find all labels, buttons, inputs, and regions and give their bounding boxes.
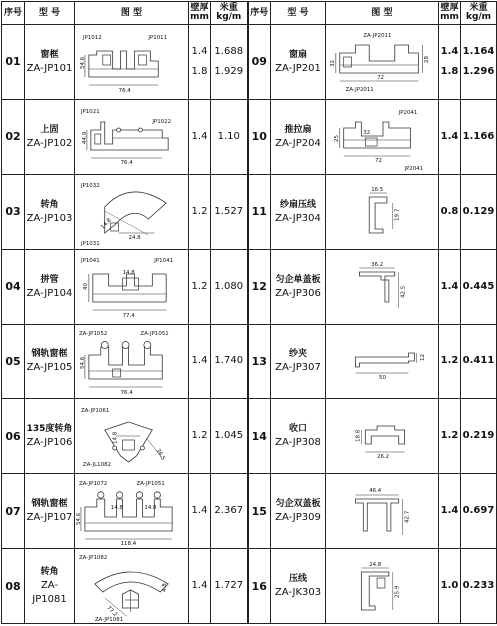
header-weight-label: 米重 [219,3,238,13]
wall-thickness [189,99,211,174]
profile-drawing [326,25,439,100]
meter-weight [211,25,248,100]
dimension-label: JP2041 [404,166,424,173]
profile-model [271,99,326,174]
wall-thickness [439,474,461,549]
profile-code: ZA-JP105 [26,362,73,374]
table-row [2,25,497,100]
dimension-label: ZA-JP1072 [78,480,108,487]
wall-thickness [189,549,211,624]
dimension-label: ZA-JP1082 [78,554,108,561]
profile-roller [101,341,108,348]
weight-value: 1.10 [217,130,240,142]
meter-weight [461,174,497,249]
weight-value: 1.929 [214,65,244,77]
table-row [2,249,497,324]
weight-value: 2.367 [214,505,244,517]
header-wall [189,2,211,25]
dimension-label: JP1041 [154,258,174,265]
wall-value: 1.4 [191,45,208,57]
dimension-label: 36.5 [154,447,166,462]
profile-code: ZA-JP204 [275,137,321,149]
profile-code: ZA-JP1081 [32,580,67,606]
profile-code: ZA-JP106 [26,437,73,449]
profile-drawing [326,249,439,324]
profile-drawing-svg [75,550,188,623]
wall-value: 1.0 [440,580,459,592]
profile-shape [123,440,135,450]
profile-drawing-svg [326,475,438,548]
profile-code: ZA-JK303 [274,587,322,599]
profile-roller [122,341,129,348]
profile-model [25,99,75,174]
row-number: 07 [2,474,25,549]
table-row [2,549,497,624]
wall-thickness [439,549,461,624]
profile-code: ZA-JP307 [275,362,321,374]
profile-code: ZA-JP101 [26,62,73,74]
wall-value: 1.4 [440,130,459,142]
weight-value: 1.164 [462,45,495,57]
profile-roller [138,128,142,132]
meter-weight [461,324,497,399]
header-weight-unit: kg/m [216,12,242,22]
profile-model [25,324,75,399]
dimension-label: 25.9 [394,585,401,598]
dimension-label: 72 [377,75,384,82]
profile-drawing-svg [75,250,188,323]
dimension-label: 44.9 [81,132,88,145]
profile-drawing [326,399,439,474]
weight-value: 0.445 [462,280,495,292]
profile-shape [113,369,121,377]
wall-value: 1.4 [440,280,459,292]
profile-drawing-svg [75,475,188,548]
table-row [2,399,497,474]
header-wall-unit-right: mm [440,12,459,22]
meter-weight [461,25,497,100]
profile-drawing-svg [75,175,188,248]
dimension-label: 18.8 [355,429,362,442]
dimension-label: 32 [363,130,371,137]
profile-drawing [326,324,439,399]
profile-name: 拼管 [40,274,59,285]
weight-value: 0.219 [462,430,495,442]
dimension-label: JP1031 [80,241,100,248]
row-number: 14 [248,399,271,474]
dimension-label: 28 [424,56,431,64]
header-drawing: 图 型 [75,2,189,25]
profile-code: ZA-JP102 [26,137,73,149]
dimension-label: 24.8 [369,561,382,568]
dimension-label: 16.5 [371,187,384,194]
header-wall-label-right: 壁厚 [440,3,459,13]
profile-code: ZA-JP306 [275,287,321,299]
profile-drawing [75,99,189,174]
profile-drawing [326,99,439,174]
wall-thickness [439,399,461,474]
row-number: 03 [2,174,25,249]
profile-model [271,549,326,624]
wall-thickness [439,249,461,324]
row-number: 15 [248,474,271,549]
row-number: 05 [2,324,25,399]
meter-weight [211,324,248,399]
dimension-label: JP1011 [148,35,168,42]
meter-weight [211,399,248,474]
wall-thickness [189,399,211,474]
header-row [2,2,497,25]
profile-shape [138,55,146,65]
weight-value: 0.411 [462,355,495,367]
dimension-label: 4.8 [162,582,169,592]
wall-value: 1.4 [440,45,459,57]
row-number: 01 [2,25,25,100]
dimension-label: 76.4 [120,389,133,396]
dimension-label: 14.8 [110,504,123,511]
profile-name: 135度转角 [26,424,73,435]
dimension-label: 36.2 [371,262,384,269]
dimension-label: 118.4 [120,540,137,547]
row-number: 09 [248,25,271,100]
profile-name: 推拉扇 [284,124,312,135]
dimension-label: 14.8 [144,504,157,511]
row-number: 13 [248,324,271,399]
profile-model [271,174,326,249]
dimension-label: ZA-JP2011 [345,87,374,94]
row-number: 16 [248,549,271,624]
weight-value: 1.740 [214,355,244,367]
profile-code: ZA-JP308 [275,437,321,449]
profile-roller [113,446,117,450]
wall-value: 1.4 [191,505,208,517]
profile-drawing-svg [326,400,438,473]
profile-drawing [75,474,189,549]
dimension-label: 77.2 [105,604,119,618]
profile-roller [116,491,122,497]
dimension-label: 46.4 [369,487,382,494]
profile-drawing [75,25,189,100]
profile-model [271,249,326,324]
dimension-label: 54.6 [79,57,86,70]
profile-name: 钢轨窗框 [31,499,68,510]
profile-name: 收口 [288,424,307,435]
weight-value: 0.129 [462,205,495,217]
profile-drawing-svg [326,550,438,623]
header-model-right: 型 号 [271,2,326,25]
profile-outline [89,347,162,379]
profile-outline [89,51,158,77]
profile-drawing [75,324,189,399]
profile-roller [144,341,151,348]
profile-roller [136,491,142,497]
row-number: 06 [2,399,25,474]
dimension-label: ZA-JP1052 [78,330,108,337]
profile-name: 转角 [40,199,59,210]
wall-thickness [189,324,211,399]
profile-name: 转角 [40,567,59,578]
profile-roller [140,446,144,450]
profile-drawing-svg [326,100,438,173]
weight-value: 1.080 [214,280,244,292]
table-row [2,474,497,549]
meter-weight [211,249,248,324]
meter-weight [211,549,248,624]
profile-code: ZA-JP201 [275,62,321,74]
profile-name: 纱扇压线 [279,199,316,210]
dimension-label: JP1012 [82,35,102,42]
wall-value: 1.4 [440,505,459,517]
dimension-label: 12 [420,353,427,361]
table-row [2,174,497,249]
meter-weight [211,174,248,249]
profile-name: 纱夹 [288,349,307,360]
profile-outline [95,572,168,592]
row-number: 11 [248,174,271,249]
profile-code: ZA-JP103 [26,212,73,224]
wall-thickness [189,474,211,549]
profile-drawing-svg [75,100,188,173]
profile-model [271,474,326,549]
table-row [2,324,497,399]
meter-weight [461,399,497,474]
dimension-label: 54.6 [79,356,86,369]
header-seq: 序号 [2,2,25,25]
wall-value: 1.2 [440,430,459,442]
profile-shape [344,57,352,67]
row-number: 12 [248,249,271,324]
profile-name: 窗扇 [288,49,307,60]
profile-name: 匀企双盖板 [275,499,321,510]
profile-code: ZA-JP309 [275,512,321,524]
profile-roller [154,491,160,497]
header-drawing-right: 图 型 [326,2,439,25]
dimension-label: 42.5 [400,285,407,299]
weight-value: 1.166 [462,130,495,142]
dimension-label: 32 [329,60,336,68]
header-seq-right: 序号 [248,2,271,25]
header-weight [211,2,248,25]
profile-drawing [75,549,189,624]
dimension-label: 14.8 [112,431,119,444]
dimension-label: ZA-JP1061 [80,407,110,414]
wall-value: 1.2 [191,430,208,442]
profile-drawing [326,549,439,624]
wall-value: 0.8 [440,205,459,217]
wall-thickness [439,25,461,100]
profile-outline [355,499,398,531]
dimension-label: ZA-JP1051 [140,330,169,337]
header-wall-unit: mm [190,12,209,22]
profile-drawing [75,399,189,474]
profile-roller [117,128,121,132]
dimension-label: 14.8 [122,270,135,277]
wall-thickness [439,174,461,249]
meter-weight [211,99,248,174]
wall-thickness [439,324,461,399]
row-number: 04 [2,249,25,324]
dimension-label: 14.8 [99,217,113,231]
profile-drawing-svg [75,400,188,473]
dimension-label: JP1022 [152,119,172,126]
dimension-label: 40 [82,283,89,291]
header-weight-unit-right: kg/m [465,12,492,22]
dimension-label: ZA-JP1081 [94,616,124,623]
wall-value: 1.2 [191,280,208,292]
dimension-label: 24.8 [128,235,141,242]
profile-shape [103,55,111,65]
weight-value: 0.233 [462,580,495,592]
profile-outline [91,122,168,150]
profile-outline [355,353,414,367]
weight-value: 1.045 [214,430,244,442]
profile-name: 窗框 [40,49,59,60]
profile-roller [98,491,104,497]
dimension-label: JP1021 [80,109,100,116]
weight-value: 1.296 [462,65,495,77]
header-weight-label-right: 米重 [469,3,488,13]
dimension-label: ZA-JL1082 [82,461,112,468]
wall-value: 1.2 [191,205,208,217]
weight-value: 1.688 [214,45,244,57]
row-number: 10 [248,99,271,174]
weight-value: 1.727 [214,580,244,592]
profile-drawing [326,474,439,549]
profile-name: 上固 [40,124,59,135]
dimension-label: 76.4 [120,160,133,167]
profile-model [25,399,75,474]
profile-model [271,324,326,399]
row-number: 08 [2,549,25,624]
profile-name: 匀企单盖板 [275,274,321,285]
wall-value: 1.8 [191,65,208,77]
weight-value: 0.697 [462,505,495,517]
profile-outline [85,499,172,531]
wall-thickness [189,25,211,100]
dimension-label: 19.7 [394,208,401,222]
profile-name: 压线 [288,574,307,585]
profile-drawing-svg [75,25,188,98]
dimension-label: 42.7 [404,510,411,523]
profile-model [25,174,75,249]
dimension-label: 54.6 [75,512,82,525]
dimension-label: JP1032 [80,183,100,190]
profile-model [271,25,326,100]
dimension-label: 26.2 [377,453,390,460]
profile-code: ZA-JP304 [275,212,321,224]
profile-drawing-svg [326,250,438,323]
dimension-label: 72 [375,158,382,165]
meter-weight [461,249,497,324]
wall-value: 1.4 [191,130,208,142]
wall-value: 1.4 [191,580,208,592]
meter-weight [461,99,497,174]
header-wall-label: 壁厚 [190,3,209,13]
profile-drawing-svg [326,325,438,398]
profile-shape [377,578,385,588]
header-weight-right [461,2,497,25]
profile-table [1,1,497,624]
wall-thickness [189,249,211,324]
header-model: 型 号 [25,2,75,25]
table-row [2,99,497,174]
dimension-label: 76.4 [118,88,131,95]
profile-model [25,25,75,100]
dimension-label: ZA-JP2011 [363,33,392,40]
dimension-label: 77.4 [122,313,135,320]
meter-weight [461,474,497,549]
dimension-label: 50 [379,374,386,381]
row-number: 02 [2,99,25,174]
profile-outline [359,272,394,302]
profile-drawing [75,249,189,324]
profile-drawing-svg [326,25,438,98]
profile-model [271,399,326,474]
profile-shape [365,138,377,146]
wall-value: 1.2 [440,355,459,367]
header-wall-right [439,2,461,25]
dimension-label: JP2041 [398,110,418,117]
wall-value: 1.8 [440,65,459,77]
profile-drawing [326,174,439,249]
weight-value: 1.527 [214,205,244,217]
profile-outline [105,192,166,233]
wall-thickness [189,174,211,249]
profile-model [25,474,75,549]
profile-outline [365,426,404,444]
profile-code: ZA-JP104 [26,287,73,299]
profile-model [25,549,75,624]
profile-drawing-svg [75,325,188,398]
profile-drawing [75,174,189,249]
profile-code: ZA-JP107 [26,512,73,524]
dimension-label: ZA-JP1051 [136,480,165,487]
profile-shape [95,134,101,144]
profile-name: 钢轨窗框 [31,349,68,360]
wall-value: 1.4 [191,355,208,367]
profile-shape [123,278,139,290]
meter-weight [461,549,497,624]
wall-thickness [439,99,461,174]
dimension-label: JP1041 [80,258,100,265]
meter-weight [211,474,248,549]
profile-drawing-svg [326,175,438,248]
profile-model [25,249,75,324]
dimension-label: 25 [333,135,340,143]
profile-outline [369,197,387,233]
